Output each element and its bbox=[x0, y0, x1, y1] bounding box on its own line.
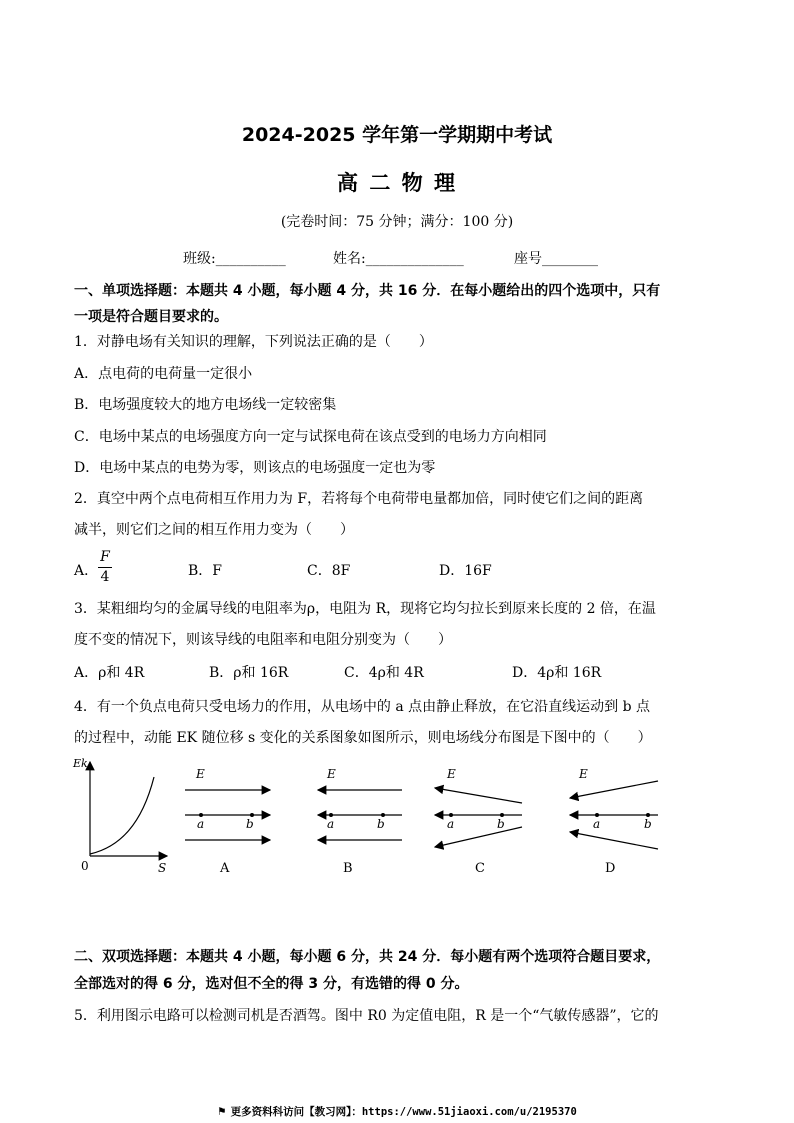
subject-title: 高 二 物 理 bbox=[337, 171, 457, 195]
section2-heading-line2: 全部选对的得 6 分，选对但不全的得 3 分，有选错的得 0 分。 bbox=[74, 976, 469, 992]
point-a-label: a bbox=[327, 817, 335, 831]
q3-option-a: A．ρ和 4R bbox=[74, 665, 145, 681]
q3-options bbox=[74, 662, 724, 684]
name-field: 姓名:______________ bbox=[333, 251, 464, 267]
field-diagram-d bbox=[570, 767, 658, 876]
seat-field: 座号________ bbox=[514, 251, 598, 267]
field-label: E bbox=[579, 767, 588, 781]
exam-title: 2024-2025 学年第一学期期中考试 bbox=[241, 124, 553, 146]
section1-heading-line2: 一项是符合题目要求的。 bbox=[74, 309, 228, 325]
graph-y-label: Ek bbox=[73, 757, 88, 770]
q2-option-b: B．F bbox=[188, 563, 223, 579]
point-b-label: b bbox=[644, 817, 652, 831]
q1-option-b: B．电场强度较大的地方电场线一定较密集 bbox=[74, 397, 337, 413]
q2-option-a-fraction bbox=[98, 548, 112, 586]
q1-option-c: C．电场中某点的电场强度方向一定与试探电荷在该点受到的电场力方向相同 bbox=[74, 429, 547, 445]
q3-option-d: D．4ρ和 16R bbox=[512, 665, 602, 681]
q2-options bbox=[74, 560, 724, 582]
fraction-denominator: 4 bbox=[100, 569, 110, 585]
option-label-c: C bbox=[475, 861, 485, 876]
q5-stem-line1: 5．利用图示电路可以检测司机是否酒驾。图中 R0 为定值电阻，R 是一个“气敏传感器”，它的 bbox=[74, 1008, 659, 1024]
point-b-label: b bbox=[497, 817, 505, 831]
footer-text: 更多资料科访问【教习网】：https://www.51jiaoxi.com/u/2195370 bbox=[230, 1106, 577, 1118]
q2-stem-line2: 减半，则它们之间的相互作用力变为（ ） bbox=[74, 522, 354, 538]
q2-stem-line1: 2．真空中两个点电荷相互作用力为 F，若将每个电荷带电量都加倍，同时使它们之间的距离 bbox=[74, 491, 644, 507]
q1-stem: 1．对静电场有关知识的理解，下列说法正确的是（ ） bbox=[74, 334, 433, 350]
q4-stem-line2: 的过程中，动能 EK 随位移 s 变化的关系图象如图所示，则电场线分布图是下图中的（ ） bbox=[74, 730, 652, 746]
field-label: E bbox=[447, 767, 456, 781]
exam-info: (完卷时间：75 分钟；满分：100 分) bbox=[280, 214, 514, 230]
field-diagram-c bbox=[435, 767, 522, 876]
option-label-a: A bbox=[220, 861, 230, 876]
field-label: E bbox=[196, 767, 205, 781]
ek-curve bbox=[90, 777, 154, 854]
flag-icon: ⚑ bbox=[217, 1106, 227, 1118]
q4-figure bbox=[70, 752, 670, 882]
graph-x-label: S bbox=[158, 861, 167, 875]
field-label: E bbox=[327, 767, 336, 781]
class-field: 班级:__________ bbox=[183, 251, 286, 267]
field-diagram-a bbox=[185, 767, 270, 876]
point-a-label: a bbox=[197, 817, 205, 831]
graph-origin: 0 bbox=[81, 859, 89, 873]
q3-option-c: C．4ρ和 4R bbox=[344, 665, 424, 681]
section1-heading-line1: 一、单项选择题：本题共 4 小题，每小题 4 分，共 16 分．在每小题给出的四个选项中，只有 bbox=[74, 283, 661, 299]
ek-s-graph bbox=[72, 757, 167, 875]
q2-option-d: D．16F bbox=[439, 563, 492, 579]
q3-stem-line2: 度不变的情况下，则该导线的电阻率和电阻分别变为（ ） bbox=[74, 632, 452, 648]
q4-stem-line1: 4．有一个负点电荷只受电场力的作用，从电场中的 a 点由静止释放，在它沿直线运动到 b 点 bbox=[74, 699, 651, 715]
q3-option-b: B．ρ和 16R bbox=[209, 665, 289, 681]
fraction-numerator: F bbox=[98, 548, 112, 568]
option-label-b: B bbox=[343, 861, 353, 876]
q1-option-d: D．电场中某点的电势为零，则该点的电场强度一定也为零 bbox=[74, 460, 436, 476]
q2-option-a-label: A． bbox=[74, 563, 99, 579]
footer-link[interactable] bbox=[0, 1104, 794, 1119]
option-label-d: D bbox=[605, 861, 616, 876]
q3-stem-line1: 3．某粗细均匀的金属导线的电阻率为ρ，电阻为 R，现将它均匀拉长到原来长度的 2 倍，在温 bbox=[74, 601, 656, 617]
q2-option-c: C．8F bbox=[307, 563, 351, 579]
point-a-label: a bbox=[593, 817, 601, 831]
field-diagram-b bbox=[318, 767, 402, 876]
point-b-label: b bbox=[377, 817, 385, 831]
point-b-label: b bbox=[246, 817, 254, 831]
point-a-label: a bbox=[447, 817, 455, 831]
q1-option-a: A．点电荷的电荷量一定很小 bbox=[74, 366, 253, 382]
section2-heading-line1: 二、双项选择题：本题共 4 小题，每小题 6 分，共 24 分．每小题有两个选项符合题目要求， bbox=[74, 949, 661, 965]
